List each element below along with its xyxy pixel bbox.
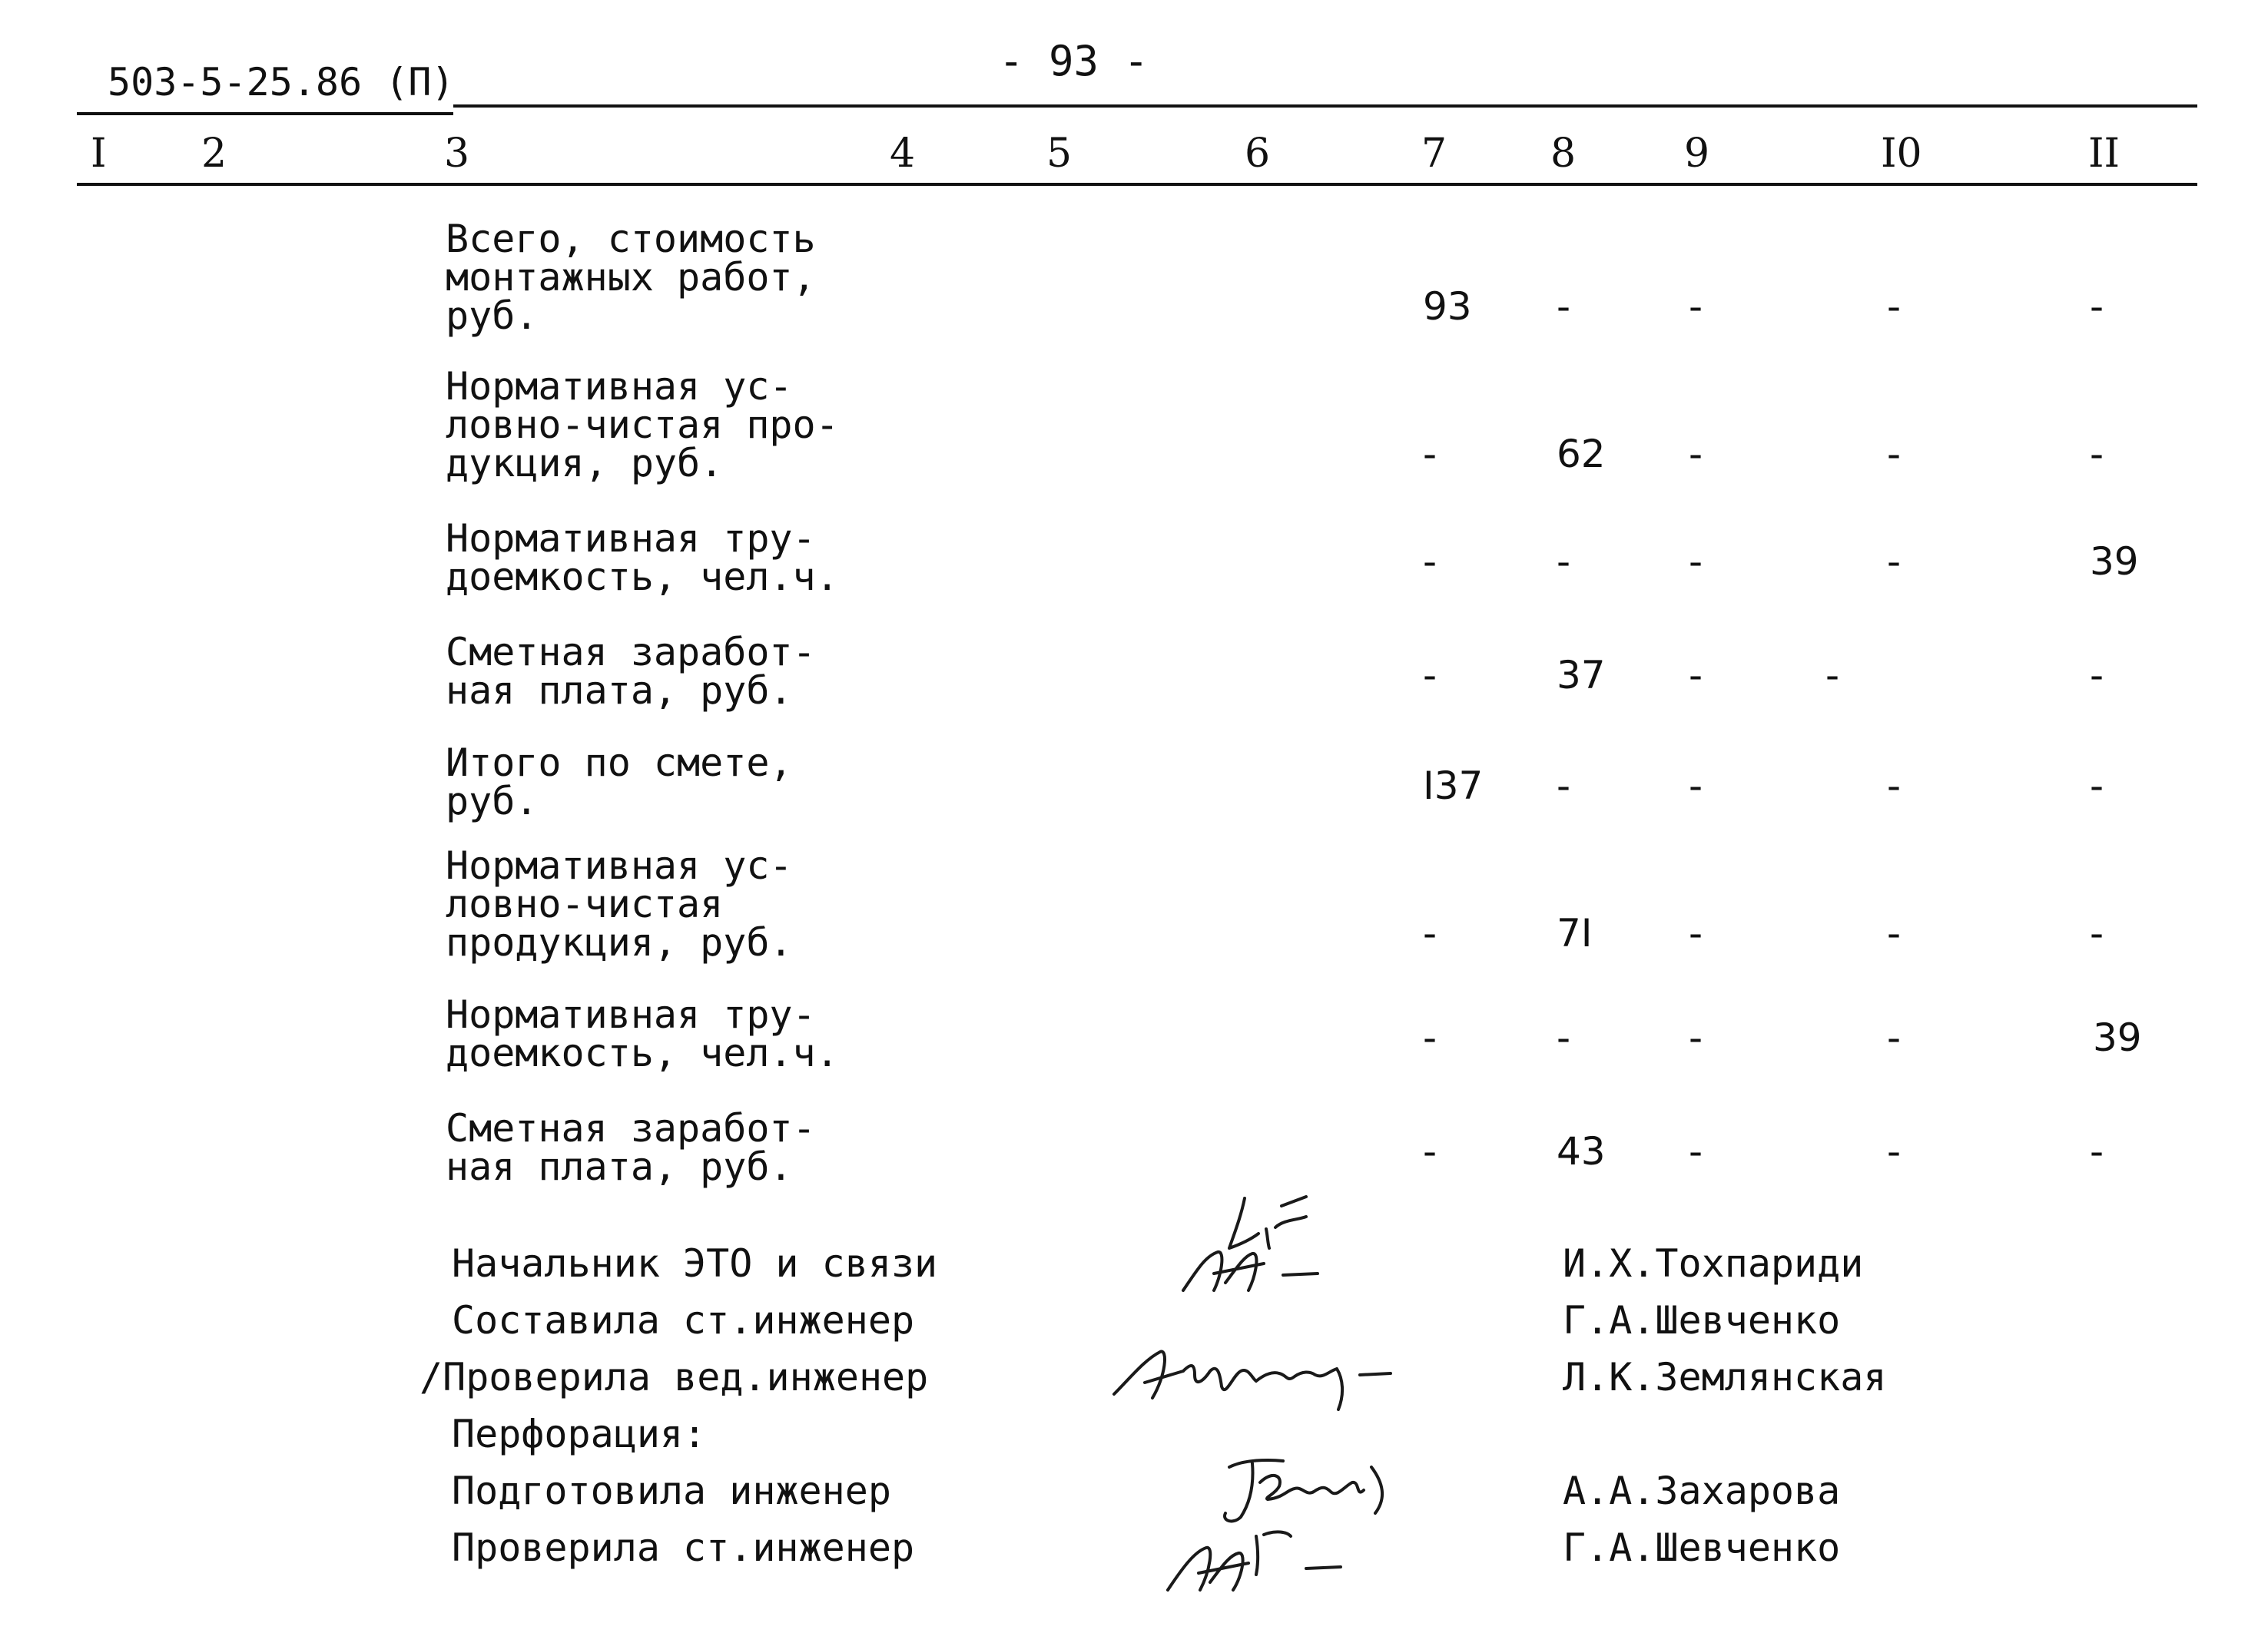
signature-role-1: Начальник ЭТО и связи	[452, 1241, 938, 1286]
column-header-9: 9	[1684, 131, 1710, 177]
row6-col8-value: 7I	[1557, 911, 1593, 956]
row1-col9-value: -	[1689, 284, 1703, 329]
signature-role-6: Проверила ст.инженер	[452, 1525, 915, 1570]
page-number: - 93 -	[999, 37, 1149, 85]
row4-col9-value: -	[1689, 653, 1703, 697]
row2-col11-value: -	[2090, 432, 2104, 476]
row2-col8-value: 62	[1557, 432, 1606, 476]
row7-col9-value: -	[1689, 1015, 1703, 1060]
row-label-normative-labor-2: Нормативная тру- доемкость, чел.ч.	[446, 992, 839, 1075]
row8-col11-value: -	[2090, 1129, 2104, 1174]
row-label-estimated-wages-2: Сметная заработ- ная плата, руб.	[446, 1106, 816, 1189]
row7-col11-value: 39	[2093, 1015, 2142, 1060]
column-header-10: I0	[1881, 131, 1922, 177]
column-header-2: 2	[201, 131, 227, 177]
row6-col9-value: -	[1689, 911, 1703, 956]
row2-col9-value: -	[1689, 432, 1703, 476]
row-label-normative-net-product: Нормативная ус- ловно-чистая про- дукция, руб.	[446, 364, 839, 485]
row5-col7-value: I37	[1423, 764, 1484, 808]
signature-role-5: Подготовила инженер	[452, 1469, 891, 1513]
signature-name-5: А.А.Захарова	[1563, 1469, 1841, 1513]
header-rule-left	[77, 112, 453, 115]
column-header-8: 8	[1550, 131, 1577, 177]
row8-col9-value: -	[1689, 1129, 1703, 1174]
column-header-5: 5	[1046, 131, 1073, 177]
handwritten-signature-1	[1152, 1183, 1414, 1298]
row4-col10-value: -	[1825, 653, 1840, 697]
row-label-normative-labor: Нормативная тру- доемкость, чел.ч.	[446, 516, 839, 599]
row7-col8-value: -	[1557, 1015, 1571, 1060]
row4-col11-value: -	[2090, 653, 2104, 697]
row-label-estimate-total: Итого по смете, руб.	[446, 740, 793, 823]
column-header-11: II	[2088, 131, 2120, 177]
row5-col10-value: -	[1887, 764, 1902, 808]
row8-col7-value: -	[1423, 1129, 1437, 1174]
row-label-total-installation: Всего, стоимость монтажных работ, руб.	[446, 217, 816, 338]
row6-col7-value: -	[1423, 911, 1437, 956]
row7-col7-value: -	[1423, 1015, 1437, 1060]
row3-col7-value: -	[1423, 539, 1437, 584]
row6-col11-value: -	[2090, 911, 2104, 956]
column-header-4: 4	[890, 131, 916, 177]
row3-col11-value: 39	[2090, 539, 2139, 584]
document-code: 503-5-25.86 (П)	[108, 60, 455, 104]
row1-col7-value: 93	[1423, 284, 1472, 329]
row2-col7-value: -	[1423, 432, 1437, 476]
row5-col11-value: -	[2090, 764, 2104, 808]
handwritten-signature-2	[1099, 1329, 1421, 1413]
row-label-normative-net-product-2: Нормативная ус- ловно-чистая продукция, руб.	[446, 843, 793, 965]
handwritten-signature-4	[1152, 1505, 1383, 1598]
row7-col10-value: -	[1887, 1015, 1902, 1060]
row3-col9-value: -	[1689, 539, 1703, 584]
row5-col8-value: -	[1557, 764, 1571, 808]
row8-col10-value: -	[1887, 1129, 1902, 1174]
column-header-1: I	[91, 131, 107, 177]
signature-name-6: Г.А.Шевченко	[1563, 1525, 1841, 1570]
row1-col11-value: -	[2090, 284, 2104, 329]
column-header-6: 6	[1245, 131, 1271, 177]
row4-col8-value: 37	[1557, 653, 1606, 697]
column-header-7: 7	[1421, 131, 1447, 177]
signature-role-3: /Проверила вед.инженер	[419, 1355, 929, 1399]
row1-col10-value: -	[1887, 284, 1902, 329]
header-rule-bottom	[77, 183, 2197, 186]
row3-col10-value: -	[1887, 539, 1902, 584]
row8-col8-value: 43	[1557, 1129, 1606, 1174]
row4-col7-value: -	[1423, 653, 1437, 697]
row3-col8-value: -	[1557, 539, 1571, 584]
row2-col10-value: -	[1887, 432, 1902, 476]
signature-name-2: Г.А.Шевченко	[1563, 1298, 1841, 1343]
perforation-heading: Перфорация:	[452, 1412, 707, 1456]
signature-name-3: Л.К.Землянская	[1563, 1355, 1887, 1399]
row1-col8-value: -	[1557, 284, 1571, 329]
column-header-3: 3	[444, 131, 470, 177]
row-label-estimated-wages: Сметная заработ- ная плата, руб.	[446, 630, 816, 713]
row6-col10-value: -	[1887, 911, 1902, 956]
row5-col9-value: -	[1689, 764, 1703, 808]
header-rule-top	[453, 104, 2197, 108]
signature-name-1: И.Х.Тохпариди	[1563, 1241, 1864, 1286]
signature-role-2: Составила ст.инженер	[452, 1298, 915, 1343]
